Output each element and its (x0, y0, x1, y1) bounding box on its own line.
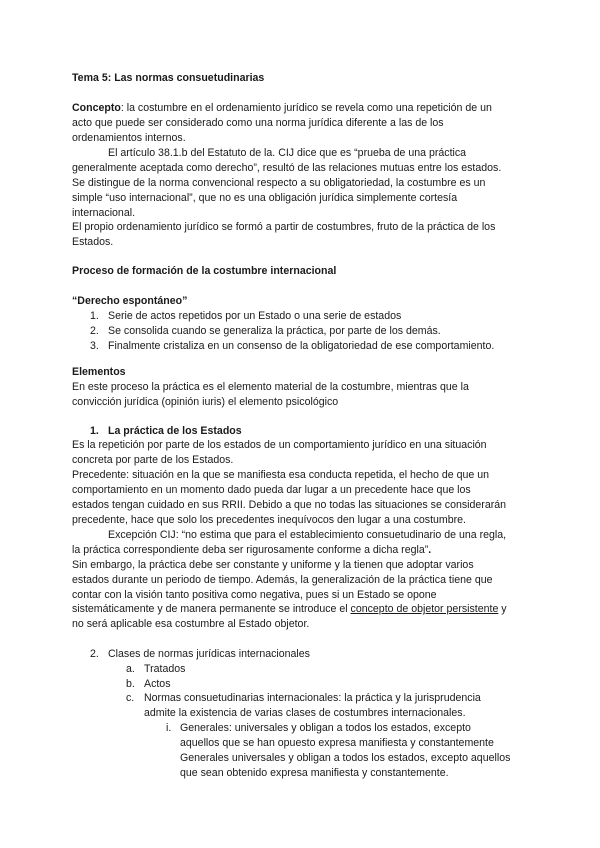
precedente-line: comportamiento en un momento dado pueda dar lugar a un precedente hace que los (72, 484, 471, 496)
list-number: 3. (90, 340, 99, 352)
concepto-para2-line: generalmente aceptada como derecho”, resultó de las relaciones mutuas entre los estados. (72, 162, 502, 174)
practica-line: Sin embargo, la práctica debe ser constante y uniforme y la tienen que adoptar varios (72, 559, 474, 571)
roman-item-line: aquellos que se han opuesto expresa manifiesta y constantemente (180, 737, 494, 749)
concepto-line-3: ordenamientos internos. (72, 132, 186, 144)
concepto-para3-line: El propio ordenamiento jurídico se formó a partir de costumbres, fruto de la práctica de los (72, 221, 496, 233)
list-item: Finalmente cristaliza en un consenso de la obligatoriedad de ese comportamiento. (108, 340, 495, 352)
roman-item-line: Generales universales y obligan a todos los estados, excepto aquellos (180, 752, 511, 764)
page-title: Tema 5: Las normas consuetudinarias (72, 72, 265, 84)
proceso-subheading: “Derecho espontáneo” (72, 295, 188, 307)
concepto-line-1: Concepto: la costumbre en el ordenamiento jurídico se revela como una repetición de un (72, 102, 492, 114)
excepcion-line-1: Excepción CIJ: “no estima que para el establecimiento consuetudinario de una regla, (108, 529, 507, 541)
sublist-item: Normas consuetudinarias internacionales: la práctica y la jurisprudencia (144, 692, 481, 704)
concepto-para2-line: simple “uso internacional”, que no es una obligación jurídica simplemente cortesía (72, 192, 458, 204)
practica-line: contar con la visión tanto positiva como negativa, pues si un Estado se opone (72, 589, 437, 601)
concepto-para2-line: internacional. (72, 207, 136, 219)
concepto-label: Concepto (72, 102, 121, 114)
sublist-letter: c. (126, 692, 135, 704)
concepto-para2-line: El artículo 38.1.b del Estatuto de la. CIJ dice que es “prueba de una práctica (108, 147, 467, 159)
proceso-heading: Proceso de formación de la costumbre internacional (72, 265, 337, 277)
elementos-heading: Elementos (72, 366, 126, 378)
practica-line: Es la repetición por parte de los estados de un comportamiento jurídico en una situación (72, 439, 487, 451)
practica-number: 1. (90, 425, 99, 437)
concepto-para2-line: Se distingue de la norma convencional respecto a su obligatoriedad, la costumbre es un (72, 177, 486, 189)
list-item: Se consolida cuando se generaliza la práctica, por parte de los demás. (108, 325, 441, 337)
elementos-line: En este proceso la práctica es el elemento material de la costumbre, mientras que la (72, 381, 469, 393)
objetor-persistente-link[interactable]: concepto de objetor persistente (350, 603, 499, 615)
sublist-item: Actos (144, 678, 171, 690)
concepto-para3-line: Estados. (72, 236, 114, 248)
roman-item-line: Generales: universales y obligan a todos los estados, excepto (180, 722, 471, 734)
precedente-line: Precedente: situación en la que se manifiesta esa conducta repetida, el hecho de que un (72, 469, 489, 481)
roman-item-line: que sean obtenido expresa manifiesta y constantemente. (180, 767, 449, 779)
sublist-item: Tratados (144, 663, 186, 675)
precedente-line: estados tengan cuidado en sus RRII. Debido a que no todas las situaciones se considerarán (72, 499, 507, 511)
sublist-letter: b. (126, 678, 135, 690)
clases-number: 2. (90, 648, 99, 660)
excepcion-line-2: la práctica correspondiente deba ser rigurosamente conforme a dicha regla”. (72, 544, 432, 556)
clases-heading: Clases de normas jurídicas internacionales (108, 648, 310, 660)
list-item: Serie de actos repetidos por un Estado o una serie de estados (108, 310, 402, 322)
practica-line: estados durante un periodo de tiempo. Además, la generalización de la práctica tiene que (72, 574, 493, 586)
sublist-letter: a. (126, 663, 135, 675)
practica-heading: La práctica de los Estados (108, 425, 242, 437)
roman-number: i. (166, 722, 172, 734)
precedente-line: precedente, hace que solo los precedentes inequívocos den lugar a una costumbre. (72, 514, 466, 526)
practica-line: concreta por parte de los Estados. (72, 454, 234, 466)
list-number: 2. (90, 325, 99, 337)
concepto-line-2: acto que puede ser considerado como una norma jurídica diferente a las de los (72, 117, 444, 129)
list-number: 1. (90, 310, 99, 322)
elementos-line: convicción jurídica (opinión iuris) el elemento psicológico (72, 396, 339, 408)
practica-final-line: no será aplicable esa costumbre al Estado objetor. (72, 618, 310, 630)
objetor-line: sistemáticamente y de manera permanente se introduce el concepto de objetor persistente y (72, 603, 507, 615)
sublist-item: admite la existencia de varias clases de costumbres internacionales. (144, 707, 466, 719)
